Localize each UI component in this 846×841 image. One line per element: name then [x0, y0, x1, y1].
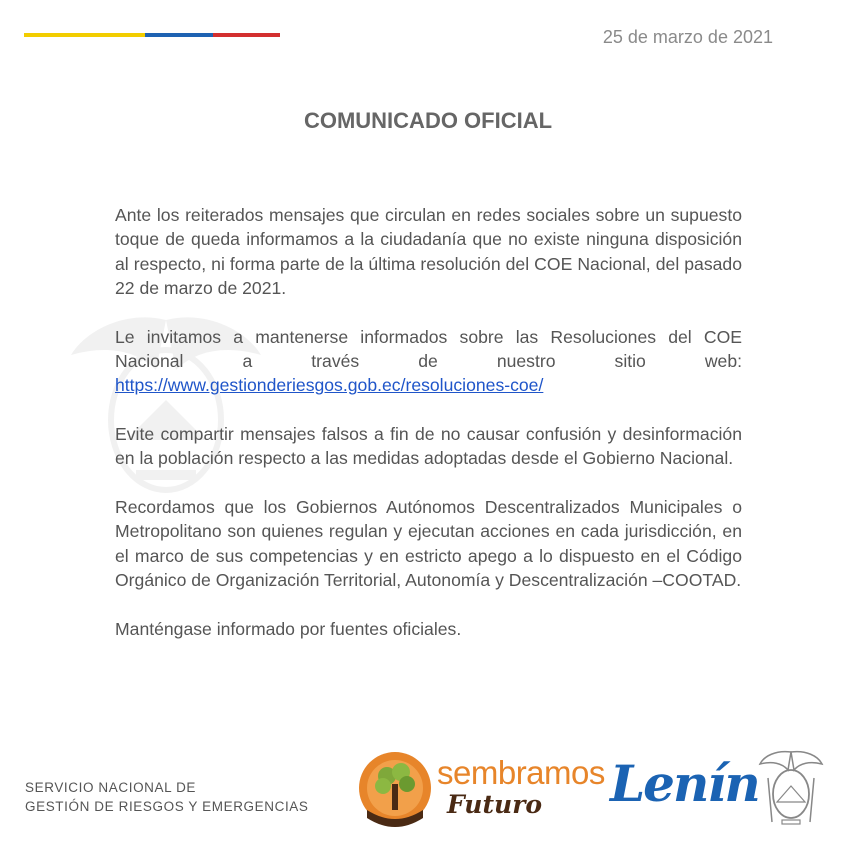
sembramos-wordmark: sembramos — [437, 754, 605, 791]
paragraph-invitation — [115, 325, 742, 374]
flag-yellow-segment — [24, 33, 145, 37]
futuro-wordmark: Futuro — [447, 790, 543, 819]
ecuador-coat-of-arms-icon — [758, 748, 824, 830]
paragraph-fake-messages: Evite compartir mensajes falsos a fin de no causar confusión y desinformación en la población respecto a las medidas adoptadas desde el Gobierno Nacional. — [115, 424, 742, 469]
resoluciones-coe-link[interactable]: https://www.gestionderiesgos.gob.ec/resoluciones-coe/ — [115, 375, 544, 396]
page-title: COMUNICADO OFICIAL — [303, 108, 553, 133]
flag-blue-segment — [145, 33, 213, 37]
lenin-logo — [604, 750, 759, 826]
paragraph-invitation-text: Le invitamos a mantenerse informados sobre las Resoluciones del COE Nacional a través de nuestro sitio web: — [115, 326, 742, 371]
sembramos-futuro-logo — [357, 748, 605, 830]
flag-red-segment — [213, 33, 280, 37]
tree-emblem-icon — [357, 748, 435, 830]
paragraph-toque-de-queda: Ante los reiterados mensajes que circulan en redes sociales sobre un supuesto toque de queda informamos a la ciudadanía que no existe ninguna disposición al respecto, ni forma parte de la última resolución del COE Nacional, del pasado 22 de marzo de 2021. — [115, 205, 742, 298]
footer-organization-name — [25, 778, 309, 816]
lenin-wordmark: Lenín — [610, 754, 759, 813]
org-name-line2: GESTIÓN DE RIESGOS Y EMERGENCIAS — [25, 799, 309, 814]
flag-color-bar — [24, 33, 280, 37]
org-name-line1: SERVICIO NACIONAL DE — [25, 780, 197, 795]
paragraph-gad-reminder: Recordamos que los Gobiernos Autónomos Descentralizados Municipales o Metropolitano son quienes regulan y ejecutan acciones en cada jurisdicción, en el marco de sus competencias y en estricto apego a lo dispuesto en el Código Orgánico de Organización Territorial, Autonomía y Descentralización –COOTAD. — [115, 497, 742, 591]
document-date: 25 de marzo de 2021 — [602, 27, 773, 47]
communique-body — [115, 203, 742, 666]
paragraph-official-sources: Manténgase informado por fuentes oficiales. — [115, 618, 462, 639]
paragraph-link-line — [115, 373, 742, 397]
